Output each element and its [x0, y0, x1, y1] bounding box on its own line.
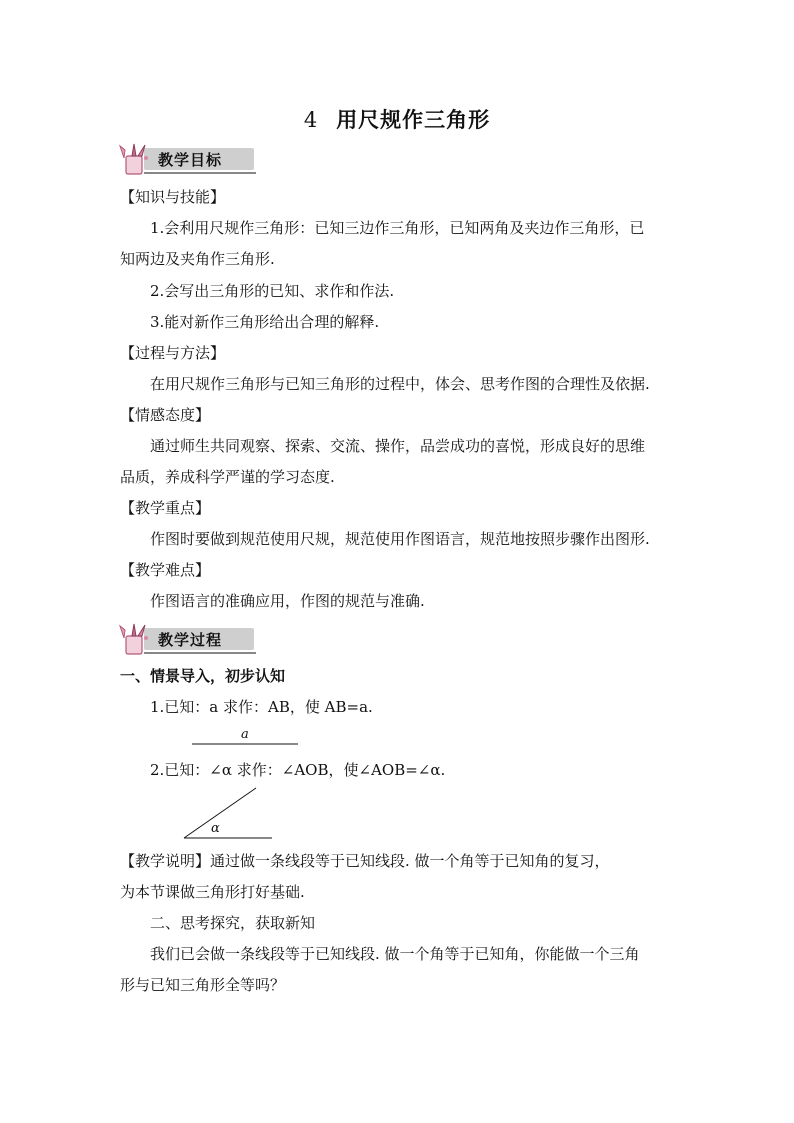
section-label: 教学目标: [158, 151, 223, 169]
title-text: 用尺规作三角形: [336, 107, 491, 132]
paragraph-line: 为本节课做三角形打好基础.: [120, 883, 305, 901]
paragraph-line: 作图语言的准确应用，作图的规范与准确.: [150, 592, 425, 610]
paragraph-line: 作图时要做到规范使用尺规，规范使用作图语言，规范地按照步骤作出图形.: [150, 530, 650, 548]
paragraph-line: 在用尺规作三角形与已知三角形的过程中，体会、思考作图的合理性及依据.: [150, 375, 650, 393]
title-number: 4: [303, 108, 319, 132]
paragraph-line: 2.已知：∠α 求作：∠AOB，使∠AOB=∠α.: [150, 761, 446, 779]
angle-label: α: [211, 821, 220, 836]
section-heading: 二、思考探究，获取新知: [150, 914, 316, 932]
paragraph-line: 我们已会做一条线段等于已知线段. 做一个角等于已知角，你能做一个三角: [150, 945, 640, 963]
paragraph-line: 3.能对新作三角形给出合理的解释.: [150, 313, 380, 331]
heading-key-points: 【教学重点】: [120, 499, 211, 517]
section-heading: 一、情景导入，初步认知: [120, 667, 286, 685]
page-title: [0, 104, 794, 134]
heading-difficulties: 【教学难点】: [120, 561, 211, 579]
heading-attitude: 【情感态度】: [120, 406, 211, 424]
paragraph-line: 1.已知：a 求作：AB，使 AB=a.: [150, 698, 373, 716]
paragraph-line: 通过师生共同观察、探索、交流、操作，品尝成功的喜悦，形成良好的思维: [150, 437, 646, 455]
heading-process: 【过程与方法】: [120, 344, 226, 362]
section-label: 教学过程: [158, 631, 223, 649]
pencil-cup-icon: [118, 142, 152, 176]
segment-label: a: [241, 727, 249, 742]
paragraph-line: 1.会利用尺规作三角形：已知三边作三角形，已知两角及夹边作三角形，已: [150, 219, 645, 237]
heading-knowledge: 【知识与技能】: [120, 188, 226, 206]
banner-underline: [144, 652, 256, 654]
section-banner-process: [118, 622, 258, 658]
paragraph-line: 形与已知三角形全等吗？: [120, 976, 286, 994]
paragraph-line: 知两边及夹角作三角形.: [120, 250, 275, 268]
paragraph-line: 品质，养成科学严谨的学习态度.: [120, 468, 335, 486]
paragraph-line: 【教学说明】通过做一条线段等于已知线段. 做一个角等于已知角的复习，: [120, 852, 610, 870]
section-banner-objectives: [118, 142, 258, 178]
banner-underline: [144, 172, 256, 174]
pencil-cup-icon: [118, 622, 152, 656]
angle-figure: [180, 786, 276, 842]
paragraph-line: 2.会写出三角形的已知、求作和作法.: [150, 282, 395, 300]
